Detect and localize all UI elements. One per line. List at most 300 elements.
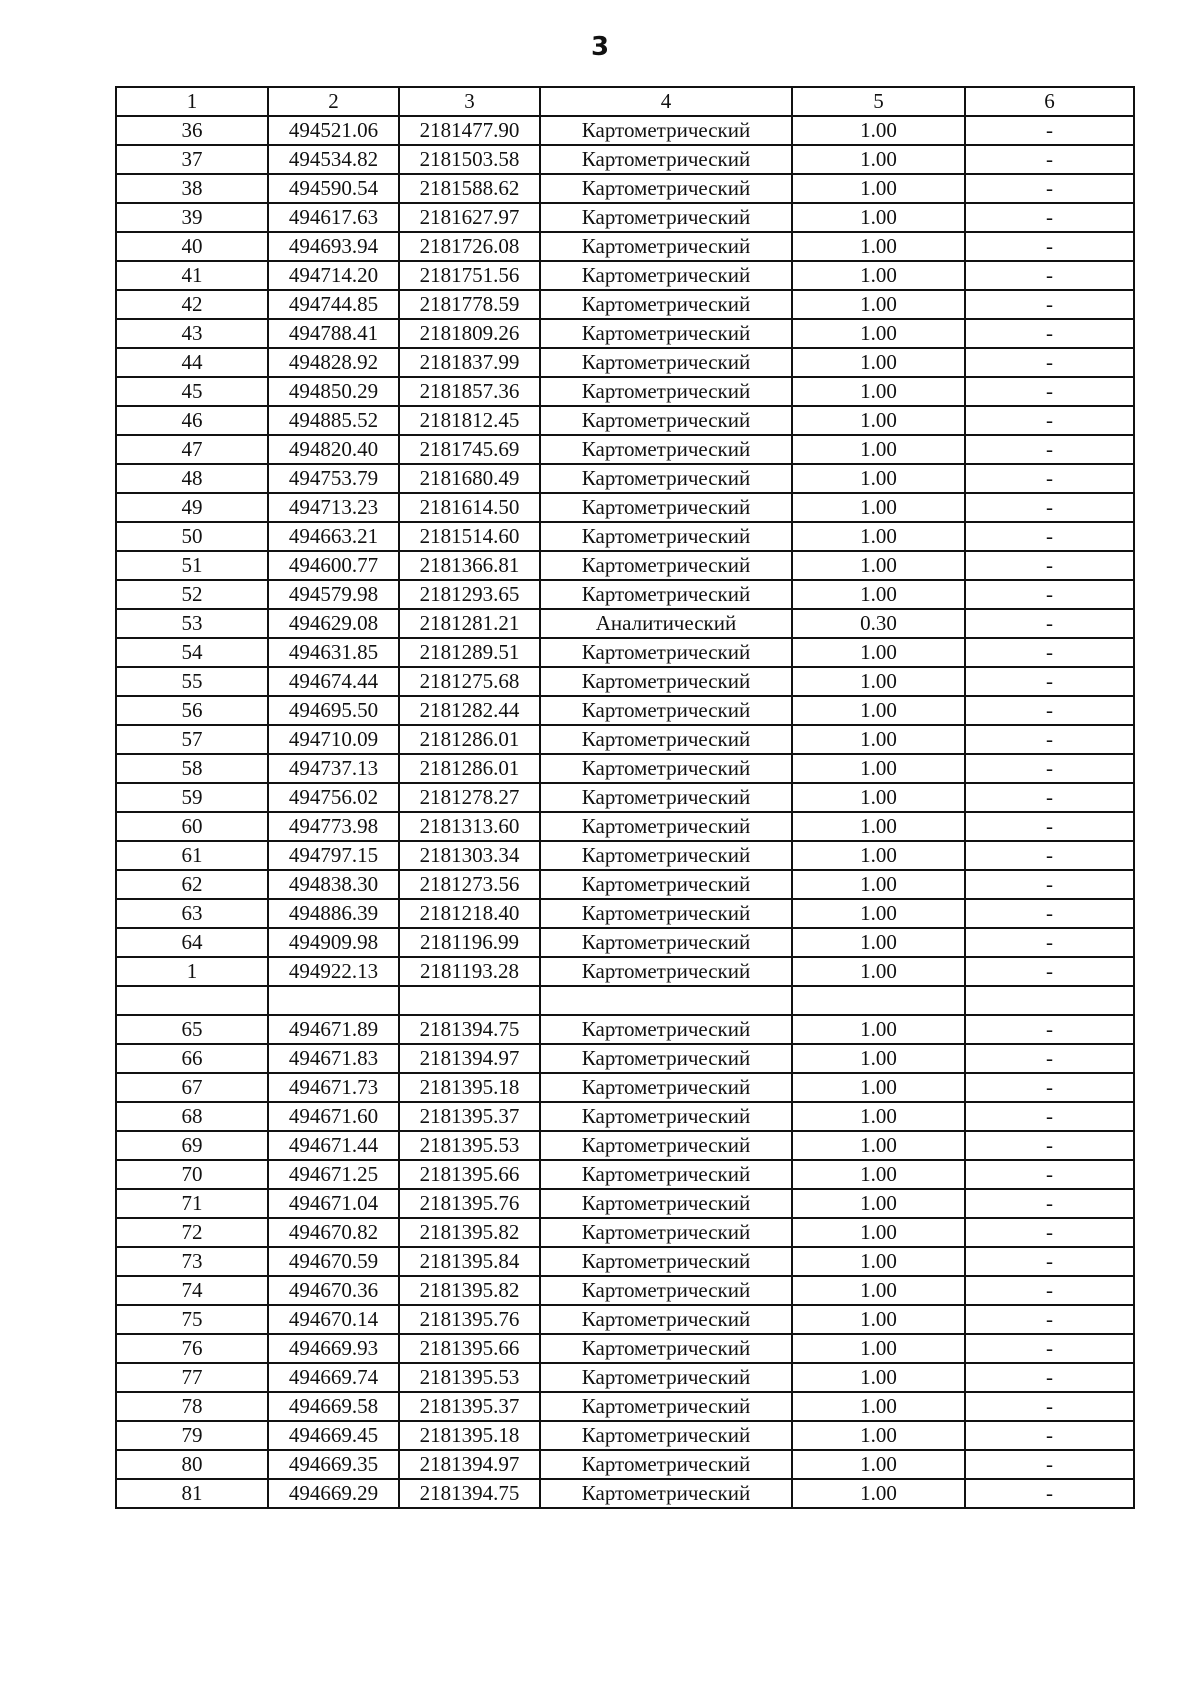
accuracy-cell: 1.00	[792, 638, 965, 667]
table-row	[116, 1334, 1134, 1363]
method-cell: Картометрический	[540, 812, 792, 841]
table-row	[116, 609, 1134, 638]
method-cell	[540, 986, 792, 1015]
x-coordinate-cell: 494670.59	[268, 1247, 399, 1276]
x-coordinate-cell: 494663.21	[268, 522, 399, 551]
y-coordinate-cell: 2181289.51	[399, 638, 540, 667]
x-coordinate-cell: 494600.77	[268, 551, 399, 580]
y-coordinate-cell: 2181313.60	[399, 812, 540, 841]
x-coordinate-cell	[268, 986, 399, 1015]
note-cell: -	[965, 725, 1134, 754]
method-cell: Аналитический	[540, 609, 792, 638]
x-coordinate-cell: 494629.08	[268, 609, 399, 638]
note-cell: -	[965, 116, 1134, 145]
note-cell: -	[965, 1363, 1134, 1392]
accuracy-cell: 1.00	[792, 899, 965, 928]
method-cell: Картометрический	[540, 841, 792, 870]
method-cell: Картометрический	[540, 435, 792, 464]
y-coordinate-cell: 2181286.01	[399, 754, 540, 783]
method-cell: Картометрический	[540, 1131, 792, 1160]
table-row	[116, 696, 1134, 725]
point-number-cell: 47	[116, 435, 268, 464]
accuracy-cell: 1.00	[792, 1247, 965, 1276]
method-cell: Картометрический	[540, 754, 792, 783]
table-row	[116, 174, 1134, 203]
accuracy-cell: 1.00	[792, 464, 965, 493]
point-number-cell: 78	[116, 1392, 268, 1421]
table-row	[116, 1131, 1134, 1160]
table-row	[116, 1247, 1134, 1276]
x-coordinate-cell: 494797.15	[268, 841, 399, 870]
method-cell: Картометрический	[540, 1218, 792, 1247]
method-cell: Картометрический	[540, 290, 792, 319]
accuracy-cell: 1.00	[792, 1305, 965, 1334]
accuracy-cell: 1.00	[792, 261, 965, 290]
y-coordinate-cell: 2181778.59	[399, 290, 540, 319]
table-row	[116, 203, 1134, 232]
accuracy-cell: 1.00	[792, 1450, 965, 1479]
accuracy-cell: 1.00	[792, 377, 965, 406]
y-coordinate-cell: 2181751.56	[399, 261, 540, 290]
point-number-cell: 46	[116, 406, 268, 435]
y-coordinate-cell: 2181193.28	[399, 957, 540, 986]
note-cell: -	[965, 812, 1134, 841]
method-cell: Картометрический	[540, 551, 792, 580]
point-number-cell: 68	[116, 1102, 268, 1131]
method-cell: Картометрический	[540, 1015, 792, 1044]
note-cell: -	[965, 1334, 1134, 1363]
point-number-cell: 39	[116, 203, 268, 232]
note-cell: -	[965, 435, 1134, 464]
table-row	[116, 493, 1134, 522]
y-coordinate-cell: 2181278.27	[399, 783, 540, 812]
y-coordinate-cell: 2181395.37	[399, 1102, 540, 1131]
x-coordinate-cell: 494773.98	[268, 812, 399, 841]
point-number-cell: 56	[116, 696, 268, 725]
method-cell: Картометрический	[540, 928, 792, 957]
accuracy-cell: 1.00	[792, 1421, 965, 1450]
x-coordinate-cell: 494909.98	[268, 928, 399, 957]
point-number-cell: 45	[116, 377, 268, 406]
table-row	[116, 1392, 1134, 1421]
accuracy-cell: 1.00	[792, 870, 965, 899]
table-row	[116, 1218, 1134, 1247]
table-row	[116, 261, 1134, 290]
column-header: 4	[540, 87, 792, 116]
accuracy-cell: 1.00	[792, 1276, 965, 1305]
point-number-cell: 42	[116, 290, 268, 319]
point-number-cell: 51	[116, 551, 268, 580]
accuracy-cell: 1.00	[792, 522, 965, 551]
method-cell: Картометрический	[540, 1160, 792, 1189]
point-number-cell: 64	[116, 928, 268, 957]
point-number-cell: 66	[116, 1044, 268, 1073]
table-row	[116, 232, 1134, 261]
accuracy-cell: 1.00	[792, 783, 965, 812]
y-coordinate-cell: 2181395.76	[399, 1305, 540, 1334]
note-cell: -	[965, 290, 1134, 319]
note-cell: -	[965, 638, 1134, 667]
table-row	[116, 406, 1134, 435]
method-cell: Картометрический	[540, 1421, 792, 1450]
method-cell: Картометрический	[540, 899, 792, 928]
y-coordinate-cell: 2181837.99	[399, 348, 540, 377]
table-row	[116, 638, 1134, 667]
note-cell: -	[965, 1421, 1134, 1450]
y-coordinate-cell: 2181395.37	[399, 1392, 540, 1421]
table-row	[116, 1450, 1134, 1479]
method-cell: Картометрический	[540, 1102, 792, 1131]
point-number-cell: 72	[116, 1218, 268, 1247]
accuracy-cell: 1.00	[792, 1218, 965, 1247]
method-cell: Картометрический	[540, 377, 792, 406]
table-row	[116, 435, 1134, 464]
table-row	[116, 1102, 1134, 1131]
accuracy-cell: 1.00	[792, 725, 965, 754]
table-row	[116, 841, 1134, 870]
accuracy-cell: 1.00	[792, 406, 965, 435]
table-header	[116, 87, 1134, 116]
x-coordinate-cell: 494828.92	[268, 348, 399, 377]
x-coordinate-cell: 494886.39	[268, 899, 399, 928]
method-cell: Картометрический	[540, 319, 792, 348]
table-row	[116, 928, 1134, 957]
y-coordinate-cell: 2181395.18	[399, 1073, 540, 1102]
point-number-cell: 36	[116, 116, 268, 145]
x-coordinate-cell: 494674.44	[268, 667, 399, 696]
y-coordinate-cell: 2181503.58	[399, 145, 540, 174]
accuracy-cell: 1.00	[792, 1073, 965, 1102]
accuracy-cell: 1.00	[792, 203, 965, 232]
table-row	[116, 1305, 1134, 1334]
note-cell: -	[965, 609, 1134, 638]
point-number-cell: 44	[116, 348, 268, 377]
x-coordinate-cell: 494850.29	[268, 377, 399, 406]
y-coordinate-cell	[399, 986, 540, 1015]
table-row	[116, 1160, 1134, 1189]
table-row	[116, 1189, 1134, 1218]
point-number-cell: 79	[116, 1421, 268, 1450]
x-coordinate-cell: 494590.54	[268, 174, 399, 203]
note-cell: -	[965, 203, 1134, 232]
note-cell: -	[965, 1073, 1134, 1102]
point-number-cell: 43	[116, 319, 268, 348]
note-cell: -	[965, 348, 1134, 377]
table-row	[116, 464, 1134, 493]
method-cell: Картометрический	[540, 1247, 792, 1276]
point-number-cell: 50	[116, 522, 268, 551]
y-coordinate-cell: 2181273.56	[399, 870, 540, 899]
method-cell: Картометрический	[540, 174, 792, 203]
accuracy-cell: 1.00	[792, 1479, 965, 1508]
accuracy-cell: 1.00	[792, 1102, 965, 1131]
method-cell: Картометрический	[540, 638, 792, 667]
point-number-cell: 63	[116, 899, 268, 928]
y-coordinate-cell: 2181395.66	[399, 1334, 540, 1363]
note-cell: -	[965, 667, 1134, 696]
point-number-cell: 1	[116, 957, 268, 986]
x-coordinate-cell: 494669.35	[268, 1450, 399, 1479]
table-row	[116, 1073, 1134, 1102]
x-coordinate-cell: 494885.52	[268, 406, 399, 435]
point-number-cell: 67	[116, 1073, 268, 1102]
note-cell	[965, 986, 1134, 1015]
accuracy-cell: 1.00	[792, 1015, 965, 1044]
accuracy-cell: 1.00	[792, 928, 965, 957]
accuracy-cell: 1.00	[792, 348, 965, 377]
note-cell: -	[965, 551, 1134, 580]
y-coordinate-cell: 2181281.21	[399, 609, 540, 638]
method-cell: Картометрический	[540, 145, 792, 174]
note-cell: -	[965, 493, 1134, 522]
y-coordinate-cell: 2181395.82	[399, 1276, 540, 1305]
x-coordinate-cell: 494922.13	[268, 957, 399, 986]
method-cell: Картометрический	[540, 1363, 792, 1392]
column-header: 2	[268, 87, 399, 116]
note-cell: -	[965, 957, 1134, 986]
y-coordinate-cell: 2181366.81	[399, 551, 540, 580]
table-row	[116, 899, 1134, 928]
point-number-cell	[116, 986, 268, 1015]
x-coordinate-cell: 494669.93	[268, 1334, 399, 1363]
y-coordinate-cell: 2181588.62	[399, 174, 540, 203]
point-number-cell: 69	[116, 1131, 268, 1160]
point-number-cell: 54	[116, 638, 268, 667]
y-coordinate-cell: 2181303.34	[399, 841, 540, 870]
table-row	[116, 1276, 1134, 1305]
note-cell: -	[965, 696, 1134, 725]
point-number-cell: 81	[116, 1479, 268, 1508]
point-number-cell: 57	[116, 725, 268, 754]
method-cell: Картометрический	[540, 203, 792, 232]
x-coordinate-cell: 494744.85	[268, 290, 399, 319]
table-row	[116, 348, 1134, 377]
table-row	[116, 522, 1134, 551]
note-cell: -	[965, 1218, 1134, 1247]
table-row	[116, 319, 1134, 348]
y-coordinate-cell: 2181514.60	[399, 522, 540, 551]
y-coordinate-cell: 2181218.40	[399, 899, 540, 928]
accuracy-cell: 1.00	[792, 957, 965, 986]
x-coordinate-cell: 494693.94	[268, 232, 399, 261]
y-coordinate-cell: 2181394.75	[399, 1015, 540, 1044]
accuracy-cell: 1.00	[792, 667, 965, 696]
note-cell: -	[965, 1247, 1134, 1276]
note-cell: -	[965, 928, 1134, 957]
accuracy-cell: 0.30	[792, 609, 965, 638]
header-row	[116, 87, 1134, 116]
point-number-cell: 71	[116, 1189, 268, 1218]
y-coordinate-cell: 2181614.50	[399, 493, 540, 522]
accuracy-cell: 1.00	[792, 493, 965, 522]
x-coordinate-cell: 494671.83	[268, 1044, 399, 1073]
point-number-cell: 55	[116, 667, 268, 696]
accuracy-cell: 1.00	[792, 435, 965, 464]
x-coordinate-cell: 494710.09	[268, 725, 399, 754]
table-row	[116, 1479, 1134, 1508]
point-number-cell: 40	[116, 232, 268, 261]
x-coordinate-cell: 494714.20	[268, 261, 399, 290]
page-number: 3	[590, 32, 610, 62]
y-coordinate-cell: 2181394.97	[399, 1450, 540, 1479]
x-coordinate-cell: 494737.13	[268, 754, 399, 783]
method-cell: Картометрический	[540, 696, 792, 725]
method-cell: Картометрический	[540, 1392, 792, 1421]
method-cell: Картометрический	[540, 1334, 792, 1363]
point-number-cell: 52	[116, 580, 268, 609]
point-number-cell: 49	[116, 493, 268, 522]
note-cell: -	[965, 754, 1134, 783]
x-coordinate-cell: 494671.73	[268, 1073, 399, 1102]
note-cell: -	[965, 464, 1134, 493]
note-cell: -	[965, 870, 1134, 899]
method-cell: Картометрический	[540, 580, 792, 609]
note-cell: -	[965, 1305, 1134, 1334]
y-coordinate-cell: 2181275.68	[399, 667, 540, 696]
point-number-cell: 48	[116, 464, 268, 493]
x-coordinate-cell: 494670.14	[268, 1305, 399, 1334]
accuracy-cell: 1.00	[792, 1044, 965, 1073]
x-coordinate-cell: 494671.25	[268, 1160, 399, 1189]
y-coordinate-cell: 2181282.44	[399, 696, 540, 725]
note-cell: -	[965, 319, 1134, 348]
table-row	[116, 1363, 1134, 1392]
y-coordinate-cell: 2181857.36	[399, 377, 540, 406]
table-row	[116, 1044, 1134, 1073]
table-row	[116, 551, 1134, 580]
method-cell: Картометрический	[540, 1073, 792, 1102]
table-row	[116, 145, 1134, 174]
point-number-cell: 65	[116, 1015, 268, 1044]
y-coordinate-cell: 2181293.65	[399, 580, 540, 609]
y-coordinate-cell: 2181809.26	[399, 319, 540, 348]
x-coordinate-cell: 494579.98	[268, 580, 399, 609]
x-coordinate-cell: 494671.89	[268, 1015, 399, 1044]
point-number-cell: 37	[116, 145, 268, 174]
table-row	[116, 667, 1134, 696]
note-cell: -	[965, 1015, 1134, 1044]
accuracy-cell: 1.00	[792, 812, 965, 841]
point-number-cell: 80	[116, 1450, 268, 1479]
x-coordinate-cell: 494820.40	[268, 435, 399, 464]
accuracy-cell: 1.00	[792, 1189, 965, 1218]
accuracy-cell: 1.00	[792, 754, 965, 783]
method-cell: Картометрический	[540, 406, 792, 435]
x-coordinate-cell: 494838.30	[268, 870, 399, 899]
note-cell: -	[965, 1479, 1134, 1508]
method-cell: Картометрический	[540, 1189, 792, 1218]
y-coordinate-cell: 2181680.49	[399, 464, 540, 493]
note-cell: -	[965, 261, 1134, 290]
note-cell: -	[965, 1392, 1134, 1421]
table-row	[116, 377, 1134, 406]
accuracy-cell: 1.00	[792, 1334, 965, 1363]
accuracy-cell: 1.00	[792, 1392, 965, 1421]
table-row	[116, 754, 1134, 783]
method-cell: Картометрический	[540, 348, 792, 377]
method-cell: Картометрический	[540, 870, 792, 899]
method-cell: Картометрический	[540, 1479, 792, 1508]
accuracy-cell: 1.00	[792, 145, 965, 174]
coordinates-table	[115, 86, 1135, 1509]
method-cell: Картометрический	[540, 261, 792, 290]
y-coordinate-cell: 2181394.97	[399, 1044, 540, 1073]
x-coordinate-cell: 494788.41	[268, 319, 399, 348]
accuracy-cell: 1.00	[792, 232, 965, 261]
accuracy-cell: 1.00	[792, 696, 965, 725]
y-coordinate-cell: 2181477.90	[399, 116, 540, 145]
x-coordinate-cell: 494669.74	[268, 1363, 399, 1392]
x-coordinate-cell: 494671.04	[268, 1189, 399, 1218]
accuracy-cell: 1.00	[792, 1363, 965, 1392]
note-cell: -	[965, 783, 1134, 812]
x-coordinate-cell: 494521.06	[268, 116, 399, 145]
note-cell: -	[965, 1189, 1134, 1218]
x-coordinate-cell: 494695.50	[268, 696, 399, 725]
point-number-cell: 58	[116, 754, 268, 783]
accuracy-cell: 1.00	[792, 1160, 965, 1189]
point-number-cell: 60	[116, 812, 268, 841]
accuracy-cell: 1.00	[792, 1131, 965, 1160]
point-number-cell: 59	[116, 783, 268, 812]
y-coordinate-cell: 2181395.84	[399, 1247, 540, 1276]
column-header: 1	[116, 87, 268, 116]
method-cell: Картометрический	[540, 116, 792, 145]
method-cell: Картометрический	[540, 1305, 792, 1334]
method-cell: Картометрический	[540, 783, 792, 812]
x-coordinate-cell: 494756.02	[268, 783, 399, 812]
column-header: 6	[965, 87, 1134, 116]
table-row	[116, 580, 1134, 609]
table-row	[116, 986, 1134, 1015]
x-coordinate-cell: 494671.60	[268, 1102, 399, 1131]
method-cell: Картометрический	[540, 957, 792, 986]
note-cell: -	[965, 1450, 1134, 1479]
point-number-cell: 77	[116, 1363, 268, 1392]
table-body	[116, 116, 1134, 1508]
y-coordinate-cell: 2181394.75	[399, 1479, 540, 1508]
y-coordinate-cell: 2181395.76	[399, 1189, 540, 1218]
x-coordinate-cell: 494713.23	[268, 493, 399, 522]
method-cell: Картометрический	[540, 464, 792, 493]
y-coordinate-cell: 2181627.97	[399, 203, 540, 232]
x-coordinate-cell: 494669.45	[268, 1421, 399, 1450]
y-coordinate-cell: 2181745.69	[399, 435, 540, 464]
x-coordinate-cell: 494671.44	[268, 1131, 399, 1160]
point-number-cell: 70	[116, 1160, 268, 1189]
note-cell: -	[965, 1044, 1134, 1073]
y-coordinate-cell: 2181286.01	[399, 725, 540, 754]
note-cell: -	[965, 899, 1134, 928]
point-number-cell: 73	[116, 1247, 268, 1276]
note-cell: -	[965, 522, 1134, 551]
y-coordinate-cell: 2181395.53	[399, 1131, 540, 1160]
accuracy-cell: 1.00	[792, 290, 965, 319]
table-row	[116, 116, 1134, 145]
note-cell: -	[965, 406, 1134, 435]
point-number-cell: 53	[116, 609, 268, 638]
table-row	[116, 725, 1134, 754]
table-row	[116, 783, 1134, 812]
method-cell: Картометрический	[540, 1276, 792, 1305]
accuracy-cell: 1.00	[792, 116, 965, 145]
accuracy-cell: 1.00	[792, 319, 965, 348]
accuracy-cell: 1.00	[792, 580, 965, 609]
method-cell: Картометрический	[540, 725, 792, 754]
x-coordinate-cell: 494631.85	[268, 638, 399, 667]
method-cell: Картометрический	[540, 232, 792, 261]
column-header: 3	[399, 87, 540, 116]
